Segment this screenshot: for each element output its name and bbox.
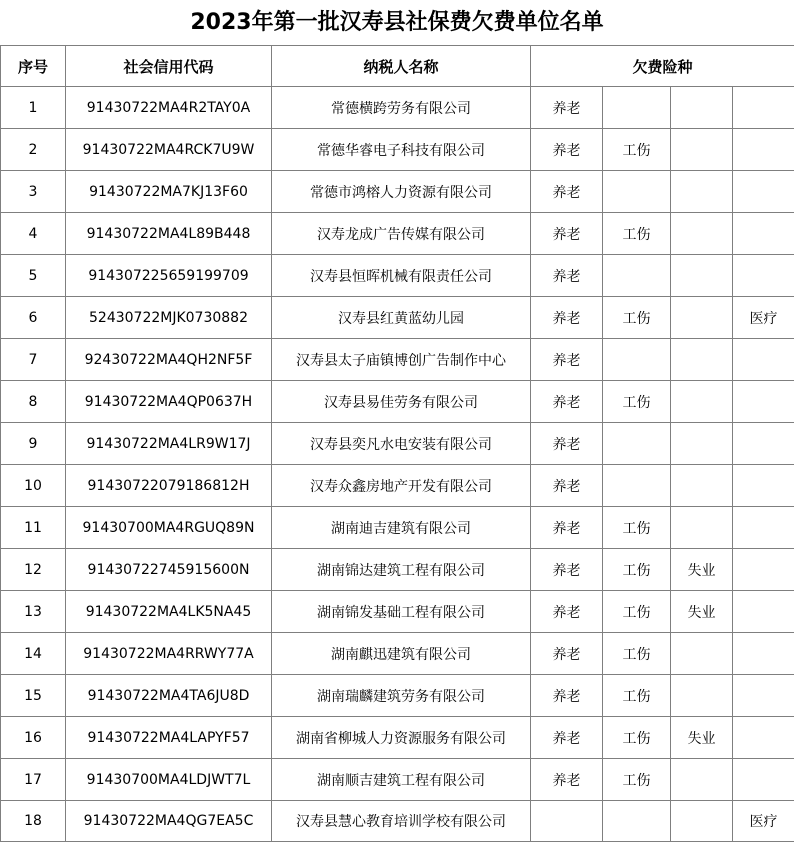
cell-taxpayer-name: 湖南麒迅建筑有限公司 (272, 633, 531, 675)
cell-index: 14 (1, 633, 66, 675)
cell-insurance: 工伤 (603, 129, 671, 171)
table-row (1, 591, 794, 633)
cell-insurance (671, 507, 733, 549)
cell-insurance (531, 801, 603, 842)
cell-insurance: 养老 (531, 87, 603, 129)
cell-insurance: 养老 (531, 591, 603, 633)
cell-insurance (671, 675, 733, 717)
cell-insurance: 养老 (531, 717, 603, 759)
header-taxpayer-name: 纳税人名称 (272, 46, 531, 87)
cell-credit-code: 91430722MA4RRWY77A (66, 633, 272, 675)
cell-taxpayer-name: 湖南顺吉建筑工程有限公司 (272, 759, 531, 801)
cell-credit-code: 91430722079186812H (66, 465, 272, 507)
cell-credit-code: 91430722MA4QG7EA5C (66, 801, 272, 842)
cell-insurance: 养老 (531, 633, 603, 675)
cell-credit-code: 92430722MA4QH2NF5F (66, 339, 272, 381)
cell-credit-code: 91430722MA4LR9W17J (66, 423, 272, 465)
cell-credit-code: 91430722MA4QP0637H (66, 381, 272, 423)
cell-insurance (733, 759, 794, 801)
cell-insurance: 工伤 (603, 633, 671, 675)
cell-credit-code: 91430700MA4LDJWT7L (66, 759, 272, 801)
cell-insurance: 工伤 (603, 717, 671, 759)
cell-insurance (671, 87, 733, 129)
cell-taxpayer-name: 汉寿县奕凡水电安装有限公司 (272, 423, 531, 465)
cell-index: 4 (1, 213, 66, 255)
cell-index: 13 (1, 591, 66, 633)
cell-insurance (733, 549, 794, 591)
cell-index: 1 (1, 87, 66, 129)
cell-insurance: 养老 (531, 339, 603, 381)
cell-credit-code: 91430722MA4L89B448 (66, 213, 272, 255)
cell-index: 7 (1, 339, 66, 381)
cell-insurance (733, 423, 794, 465)
cell-insurance (733, 381, 794, 423)
cell-taxpayer-name: 湖南瑞麟建筑劳务有限公司 (272, 675, 531, 717)
cell-index: 18 (1, 801, 66, 842)
cell-index: 10 (1, 465, 66, 507)
cell-taxpayer-name: 汉寿龙成广告传媒有限公司 (272, 213, 531, 255)
table-row (1, 801, 794, 842)
cell-insurance: 工伤 (603, 297, 671, 339)
cell-insurance (603, 171, 671, 213)
cell-insurance: 养老 (531, 171, 603, 213)
cell-index: 6 (1, 297, 66, 339)
table-row (1, 549, 794, 591)
cell-index: 5 (1, 255, 66, 297)
cell-insurance: 工伤 (603, 549, 671, 591)
cell-insurance (671, 213, 733, 255)
cell-taxpayer-name: 常德横跨劳务有限公司 (272, 87, 531, 129)
cell-insurance: 养老 (531, 507, 603, 549)
cell-insurance (733, 591, 794, 633)
cell-insurance: 养老 (531, 675, 603, 717)
cell-taxpayer-name: 湖南省柳城人力资源服务有限公司 (272, 717, 531, 759)
cell-taxpayer-name: 常德华睿电子科技有限公司 (272, 129, 531, 171)
cell-index: 11 (1, 507, 66, 549)
cell-insurance (671, 339, 733, 381)
cell-insurance: 养老 (531, 549, 603, 591)
cell-insurance (733, 339, 794, 381)
cell-insurance (603, 423, 671, 465)
cell-insurance: 工伤 (603, 381, 671, 423)
table-row (1, 381, 794, 423)
table-row (1, 759, 794, 801)
cell-insurance (671, 129, 733, 171)
cell-credit-code: 91430722MA7KJ13F60 (66, 171, 272, 213)
cell-insurance: 养老 (531, 423, 603, 465)
cell-credit-code: 91430722MA4R2TAY0A (66, 87, 272, 129)
cell-insurance (671, 423, 733, 465)
cell-insurance (733, 87, 794, 129)
cell-insurance: 医疗 (733, 801, 794, 842)
table-row (1, 339, 794, 381)
header-insurance-type: 欠费险种 (531, 46, 794, 87)
cell-insurance (733, 465, 794, 507)
cell-insurance: 养老 (531, 381, 603, 423)
cell-credit-code: 91430722MA4LAPYF57 (66, 717, 272, 759)
cell-credit-code: 91430722745915600N (66, 549, 272, 591)
header-row (1, 46, 794, 87)
cell-insurance: 医疗 (733, 297, 794, 339)
cell-insurance (671, 171, 733, 213)
cell-insurance (603, 465, 671, 507)
cell-index: 15 (1, 675, 66, 717)
cell-insurance: 养老 (531, 213, 603, 255)
cell-insurance: 养老 (531, 759, 603, 801)
header-index: 序号 (1, 46, 66, 87)
cell-insurance (671, 297, 733, 339)
table-row (1, 423, 794, 465)
table-row (1, 129, 794, 171)
cell-credit-code: 52430722MJK0730882 (66, 297, 272, 339)
cell-insurance (733, 675, 794, 717)
cell-index: 2 (1, 129, 66, 171)
cell-insurance (733, 717, 794, 759)
cell-insurance (733, 633, 794, 675)
cell-insurance (671, 633, 733, 675)
cell-insurance (603, 339, 671, 381)
cell-taxpayer-name: 湖南锦发基础工程有限公司 (272, 591, 531, 633)
cell-insurance: 工伤 (603, 507, 671, 549)
cell-insurance (671, 465, 733, 507)
cell-insurance (733, 213, 794, 255)
table-row (1, 633, 794, 675)
cell-taxpayer-name: 汉寿县红黄蓝幼儿园 (272, 297, 531, 339)
cell-taxpayer-name: 湖南锦达建筑工程有限公司 (272, 549, 531, 591)
cell-insurance: 养老 (531, 129, 603, 171)
cell-taxpayer-name: 汉寿县太子庙镇博创广告制作中心 (272, 339, 531, 381)
header-credit-code: 社会信用代码 (66, 46, 272, 87)
cell-insurance: 工伤 (603, 675, 671, 717)
cell-insurance (671, 255, 733, 297)
cell-insurance (671, 759, 733, 801)
cell-insurance: 失业 (671, 549, 733, 591)
cell-credit-code: 91430722MA4RCK7U9W (66, 129, 272, 171)
cell-insurance: 工伤 (603, 213, 671, 255)
cell-insurance (671, 381, 733, 423)
cell-insurance: 工伤 (603, 591, 671, 633)
cell-taxpayer-name: 汉寿县恒晖机械有限责任公司 (272, 255, 531, 297)
table-row (1, 507, 794, 549)
cell-insurance (603, 801, 671, 842)
cell-insurance (603, 255, 671, 297)
cell-insurance (733, 507, 794, 549)
cell-credit-code: 91430722MA4TA6JU8D (66, 675, 272, 717)
cell-taxpayer-name: 常德市鸿榕人力资源有限公司 (272, 171, 531, 213)
cell-insurance: 养老 (531, 255, 603, 297)
table-row (1, 255, 794, 297)
cell-insurance (733, 129, 794, 171)
table-row (1, 465, 794, 507)
arrears-table (0, 46, 794, 842)
cell-insurance (603, 87, 671, 129)
cell-index: 17 (1, 759, 66, 801)
cell-index: 3 (1, 171, 66, 213)
table-row (1, 297, 794, 339)
table-body (1, 87, 794, 842)
table-row (1, 675, 794, 717)
cell-index: 9 (1, 423, 66, 465)
table-row (1, 213, 794, 255)
cell-insurance: 养老 (531, 297, 603, 339)
cell-taxpayer-name: 汉寿县易佳劳务有限公司 (272, 381, 531, 423)
cell-insurance (733, 171, 794, 213)
cell-insurance (671, 801, 733, 842)
page-title: 2023年第一批汉寿县社保费欠费单位名单 (0, 0, 794, 46)
cell-credit-code: 91430722MA4LK5NA45 (66, 591, 272, 633)
cell-index: 8 (1, 381, 66, 423)
cell-insurance: 失业 (671, 717, 733, 759)
cell-taxpayer-name: 湖南迪吉建筑有限公司 (272, 507, 531, 549)
table-row (1, 87, 794, 129)
cell-taxpayer-name: 汉寿县慧心教育培训学校有限公司 (272, 801, 531, 842)
cell-insurance: 失业 (671, 591, 733, 633)
table-row (1, 171, 794, 213)
cell-credit-code: 91430700MA4RGUQ89N (66, 507, 272, 549)
cell-index: 12 (1, 549, 66, 591)
cell-credit-code: 914307225659199709 (66, 255, 272, 297)
cell-insurance (733, 255, 794, 297)
cell-insurance: 工伤 (603, 759, 671, 801)
cell-index: 16 (1, 717, 66, 759)
cell-insurance: 养老 (531, 465, 603, 507)
table-row (1, 717, 794, 759)
cell-taxpayer-name: 汉寿众鑫房地产开发有限公司 (272, 465, 531, 507)
